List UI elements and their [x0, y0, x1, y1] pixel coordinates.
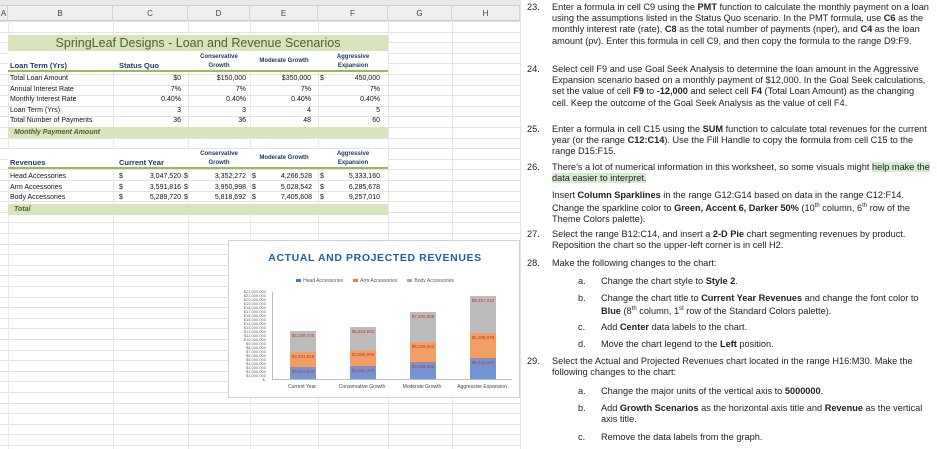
- sub-instruction-text: Move the chart legend to the Left position.: [601, 339, 774, 349]
- legend-swatch: [407, 279, 412, 282]
- column-header-h[interactable]: H: [452, 6, 520, 21]
- cell-value[interactable]: 7%: [369, 85, 380, 93]
- data-label: $3,352,272: [351, 367, 375, 373]
- x-category-label: Moderate Growth: [402, 384, 442, 390]
- row-label[interactable]: Total Loan Amount: [10, 75, 68, 82]
- chart-plot-area[interactable]: [272, 292, 512, 380]
- column-header-g[interactable]: G: [388, 6, 452, 21]
- instructions-pane: [520, 0, 937, 449]
- cell-value[interactable]: 450,000: [354, 75, 380, 82]
- data-label: $3,950,998: [351, 351, 375, 357]
- step-number: 28.: [527, 258, 540, 268]
- total-row[interactable]: [8, 204, 388, 215]
- conservative-growth-header[interactable]: Conservative Growth: [200, 54, 238, 69]
- legend-entry[interactable]: Body Accessories: [407, 278, 453, 284]
- cell-value[interactable]: 4: [307, 106, 311, 114]
- data-label: $4,266,528: [411, 363, 435, 369]
- currency-symbol: $: [320, 173, 324, 180]
- cell-value[interactable]: 0.40%: [360, 96, 380, 103]
- y-tick-label: $3,000,000: [245, 365, 266, 370]
- cell-value[interactable]: 36: [173, 117, 181, 124]
- sub-instruction-text: Change the chart style to Style 2.: [601, 276, 738, 286]
- cell-value[interactable]: 4,266,528: [280, 173, 312, 180]
- legend-swatch: [353, 279, 358, 282]
- data-label: $5,028,542: [411, 343, 435, 349]
- data-label: $7,405,608: [411, 314, 435, 320]
- data-label: $5,289,720: [291, 333, 315, 339]
- instruction-text: Make the following changes to the chart:: [552, 258, 717, 268]
- aggressive-expansion-header[interactable]: Aggressive Expansion: [336, 54, 370, 69]
- y-tick-label: $17,000,000: [243, 309, 266, 314]
- cell-value[interactable]: $150,000: [216, 75, 246, 82]
- data-label: $5,333,160: [471, 359, 495, 365]
- sub-step-number: d.: [578, 339, 586, 349]
- cell-value[interactable]: 36: [238, 117, 246, 124]
- y-tick-label: $6,000,000: [245, 353, 266, 358]
- sub-instruction-text: Remove the data labels from the graph.: [601, 432, 763, 442]
- row-label[interactable]: Arm Accessories: [10, 183, 63, 191]
- revenue-conservative-header[interactable]: Conservative Growth: [200, 151, 238, 166]
- currency-symbol: $: [184, 183, 188, 191]
- legend-entry[interactable]: Arm Accessories: [353, 278, 397, 284]
- cell-value[interactable]: 5,818,692: [214, 194, 246, 201]
- cell-value[interactable]: 5,333,160: [348, 173, 380, 180]
- cell-value[interactable]: 3: [242, 106, 246, 114]
- cell-value[interactable]: 3,950,998: [214, 183, 246, 191]
- cell-value[interactable]: $350,000: [281, 75, 311, 82]
- sheet-title[interactable]: SpringLeaf Designs - Loan and Revenue Scenarios: [55, 36, 341, 50]
- cell-value[interactable]: 9,257,010: [348, 194, 380, 201]
- y-tick-label: $9,000,000: [245, 341, 266, 346]
- revenue-moderate-header[interactable]: Moderate Growth: [259, 155, 309, 161]
- sub-instruction-text: Add Center data labels to the chart.: [601, 322, 748, 332]
- x-category-label: Current Year: [287, 384, 317, 390]
- x-category-label: Conservative Growth: [338, 384, 386, 390]
- cell-value[interactable]: 3,352,272: [214, 173, 246, 180]
- column-header-f[interactable]: F: [318, 6, 388, 21]
- cell-value[interactable]: 3: [177, 106, 181, 114]
- currency-symbol: $: [252, 173, 256, 180]
- currency-symbol: $: [119, 183, 123, 191]
- y-tick-label: $4,000,000: [245, 361, 266, 366]
- chart-legend[interactable]: [229, 278, 520, 284]
- y-tick-label: $13,000,000: [243, 325, 266, 330]
- currency-symbol: $: [252, 194, 256, 201]
- currency-symbol: $: [184, 173, 188, 180]
- sub-step-number: a.: [578, 276, 586, 286]
- cell-value[interactable]: 7%: [235, 85, 246, 93]
- cell-value[interactable]: 5,028,542: [280, 183, 312, 191]
- instruction-text: Select the Actual and Projected Revenues chart located in the range H16:M30. Make the following changes to the chart:: [552, 356, 913, 378]
- monthly-payment-label: Monthly Payment Amount: [14, 129, 101, 136]
- currency-symbol: $: [320, 183, 324, 191]
- currency-symbol: $: [252, 183, 256, 191]
- column-header-c[interactable]: C: [113, 6, 188, 21]
- cell-value[interactable]: 6,285,678: [348, 183, 380, 191]
- column-header-d[interactable]: D: [188, 6, 250, 21]
- instruction-text: Enter a formula in cell C15 using the SUM function to calculate total revenues for the current year (or the range C12:C14). Use the Fill Handle to copy the formula from cell C15 to the range D15:F15.: [552, 124, 927, 157]
- step-number: 27.: [527, 229, 540, 239]
- y-tick-label: $12,000,000: [243, 329, 266, 334]
- sub-instruction-text: Change the major units of the vertical axis to 5000000.: [601, 386, 824, 396]
- currency-symbol: $: [184, 194, 188, 201]
- status-quo-header[interactable]: Status Quo: [119, 61, 160, 70]
- revenue-aggressive-header[interactable]: Aggressive Expansion: [336, 151, 370, 166]
- row-label[interactable]: Total Number of Payments: [10, 117, 93, 124]
- cell-value[interactable]: 48: [303, 117, 311, 124]
- cell-value[interactable]: 7%: [170, 85, 181, 93]
- data-label: $6,285,678: [471, 334, 495, 340]
- y-tick-label: $20,000,000: [243, 297, 266, 302]
- y-tick-label: $19,000,000: [243, 301, 266, 306]
- step-number: 23.: [527, 2, 540, 12]
- currency-symbol: $: [320, 75, 324, 82]
- chart-title[interactable]: ACTUAL AND PROJECTED REVENUES: [268, 252, 482, 264]
- currency-symbol: $: [119, 194, 123, 201]
- row-label[interactable]: Monthly Interest Rate: [10, 96, 77, 103]
- currency-symbol: $: [320, 194, 324, 201]
- instruction-text: Select the range B12:C14, and insert a 2-D Pie chart segmenting revenues by product. Reposition the chart so the upper-left corner is in cell H2.: [552, 229, 906, 251]
- data-label: $3,047,520: [291, 368, 315, 374]
- cell-value[interactable]: 3,047,520: [149, 173, 181, 180]
- step-number: 26.: [527, 162, 540, 172]
- x-category-label: Aggressive Expansion: [457, 384, 507, 390]
- instruction-text: Insert Column Sparklines in the range G12:G14 based on data in the range C12:F14. Change the sparkline color to Green, Accent 6, Darker 50% (10th column, 6th row of the Theme Colors palette).: [552, 190, 911, 225]
- data-label: $5,818,692: [351, 328, 375, 334]
- column-header-a[interactable]: A: [0, 6, 8, 21]
- y-tick-label: $1,000,000: [245, 373, 266, 378]
- step-number: 29.: [527, 356, 540, 366]
- cell-value[interactable]: $0: [173, 75, 181, 82]
- row-label[interactable]: Body Accessories: [10, 194, 66, 201]
- y-tick-label: $-: [262, 377, 266, 382]
- instruction-text: Enter a formula in cell C9 using the PMT function to calculate the monthly payment on a loan using the assumptions listed in the Status Quo scenario. In the PMT formula, use C6 as the monthly interest rate (rate), C8 as the total number of payments (nper), and C4 as the loan amount (pv). Enter this formula in cell C9, and then copy the formula to the range D9:F9.: [552, 2, 929, 46]
- y-tick-label: $22,000,000: [243, 289, 266, 294]
- legend-swatch: [296, 279, 301, 282]
- y-tick-label: $14,000,000: [243, 321, 266, 326]
- y-tick-label: $21,000,000: [243, 293, 266, 298]
- y-tick-label: $2,000,000: [245, 369, 266, 374]
- sub-step-number: b.: [578, 403, 586, 413]
- data-label: $3,591,816: [291, 354, 315, 360]
- step-number: 24.: [527, 64, 540, 74]
- total-label: Total: [14, 206, 31, 213]
- sub-step-number: b.: [578, 293, 586, 303]
- cell-value[interactable]: 0.40%: [226, 96, 246, 103]
- step-number: 25.: [527, 124, 540, 134]
- column-header-bar: [0, 6, 520, 21]
- column-header-e[interactable]: E: [250, 6, 318, 21]
- y-tick-label: $18,000,000: [243, 305, 266, 310]
- chart-y-axis[interactable]: [234, 289, 268, 382]
- current-year-header[interactable]: Current Year: [119, 158, 164, 167]
- row-label[interactable]: Loan Term (Yrs): [10, 106, 61, 114]
- loan-term-header[interactable]: Loan Term (Yrs): [10, 61, 67, 70]
- cell-value[interactable]: 0.40%: [291, 96, 311, 103]
- cell-value[interactable]: 60: [372, 117, 380, 124]
- y-tick-label: $11,000,000: [244, 333, 266, 338]
- sub-instruction-text: Change the chart title to Current Year Revenues and change the font color to Blue (8th column, 1st row of the Standard Colors palette).: [601, 293, 919, 317]
- y-tick-label: $16,000,000: [243, 313, 266, 318]
- sub-step-number: a.: [578, 386, 586, 396]
- cell-value[interactable]: 5: [376, 106, 380, 114]
- moderate-growth-header[interactable]: Moderate Growth: [259, 58, 309, 64]
- cell-value[interactable]: 7%: [300, 85, 311, 93]
- y-tick-label: $15,000,000: [243, 317, 266, 322]
- cell-value[interactable]: 7,405,608: [280, 194, 312, 201]
- row-label[interactable]: Head Accessories: [10, 173, 67, 180]
- instruction-text: Select cell F9 and use Goal Seek Analysis to determine the loan amount in the Aggressive Expansion scenario based on a monthly payment of $12,000. In the Goal Seek calculations, set the value of cell F9 to -12,000 and select cell F4 (Total Loan Amount) as the changing cell. Keep the outcome of the Goal Seek Analysis as the value of cell F4.: [552, 64, 926, 108]
- y-tick-label: $7,000,000: [245, 349, 266, 354]
- cell-value[interactable]: 0.40%: [161, 96, 181, 103]
- y-tick-label: $10,000,000: [243, 337, 266, 342]
- data-label: $9,257,010: [471, 297, 495, 303]
- sub-step-number: c.: [578, 432, 586, 442]
- y-tick-label: $5,000,000: [245, 357, 266, 362]
- column-header-b[interactable]: B: [8, 6, 113, 21]
- y-tick-label: $8,000,000: [245, 345, 266, 350]
- row-label[interactable]: Annual Interest Rate: [10, 85, 74, 93]
- sub-step-number: c.: [578, 322, 586, 332]
- revenues-header[interactable]: Revenues: [10, 158, 46, 167]
- cell-value[interactable]: 3,591,816: [149, 183, 181, 191]
- sub-instruction-text: Add Growth Scenarios as the horizontal axis title and Revenue as the vertical axis title.: [601, 403, 923, 425]
- legend-entry[interactable]: Head Accessories: [296, 278, 343, 284]
- cell-value[interactable]: 5,289,720: [149, 194, 181, 201]
- currency-symbol: $: [119, 173, 123, 180]
- instruction-text: There’s a lot of numerical information in this worksheet, so some visuals might help make the data easier to interpret.: [552, 162, 930, 184]
- revenue-chart[interactable]: [228, 240, 520, 398]
